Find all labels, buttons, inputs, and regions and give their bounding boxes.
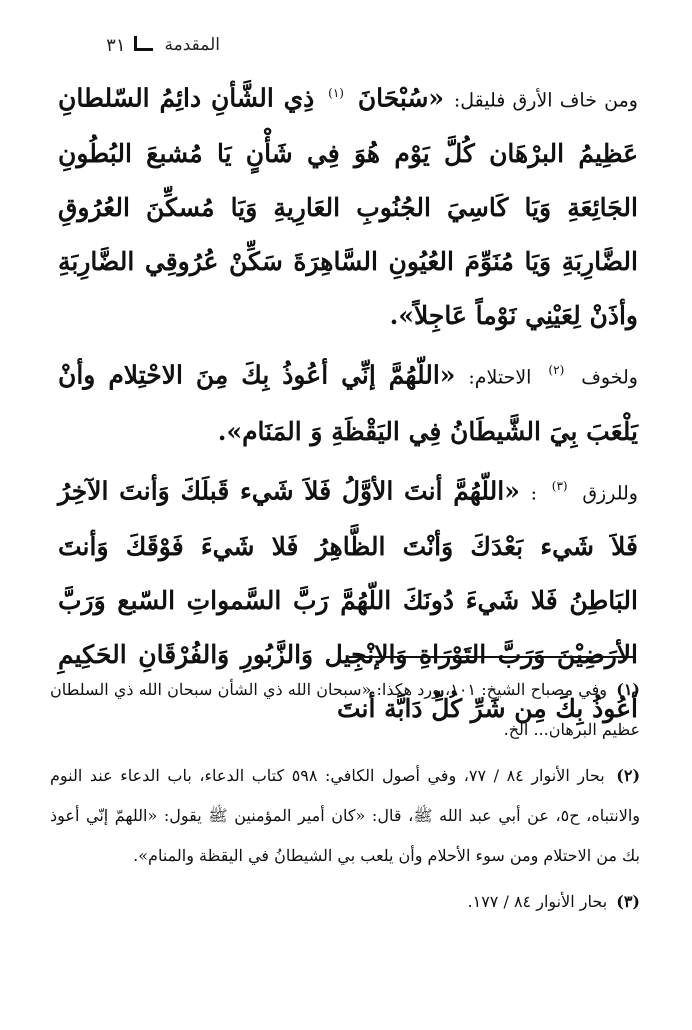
footnote-number: (٣) xyxy=(616,892,640,911)
footnote-3 xyxy=(50,882,640,922)
footnote-ref-3: (٣) xyxy=(551,478,568,493)
main-text xyxy=(58,66,638,736)
footnote-ref-1: (١) xyxy=(328,86,344,100)
footnote-1 xyxy=(50,670,640,750)
footnote-separator xyxy=(349,656,634,658)
paragraph-nocturnal xyxy=(58,343,638,458)
footnote-text: بحار الأنوار ٨٤ / ١٧٧. xyxy=(467,892,608,911)
footnote-2 xyxy=(50,756,640,876)
paragraph-insomnia xyxy=(58,66,638,343)
footnote-number: (١) xyxy=(616,680,640,699)
prayer-text: «اللّهُمَّ أنتَ الأوَّلُ فَلاَ شَيء قَبلَكَ وَأنتَ الآخِرُ فَلاَ شَيء بَعْدَكَ وَأنْتَ الظَّاهِرُ فَلا شَيءَ فَوْقَكَ وَأنتَ البَاطِنُ فَلا شَيءَ دُونَكَ اللّهُمَّ رَبَّ السَّمواتِ السّبع وَرَبَّ الأرَضِيْنَ وَرَبَّ التَوْرَاةِ وَالإنْجِيل وَالزَّبُورِ وَالفُرْقَانِ الحَكِيمِ أعُوذُ بِكَ مِن شَرِّ كُلِّ دَابَّة أنتَ xyxy=(58,475,638,723)
footnote-text: بحار الأنوار ٨٤ / ٧٧، وفي أصول الكافي: ٥٩٨ كتاب الدعاء، باب الدعاء عند النوم والانتباه، ح٥، عن أبي عبد الله ﷺ، قال: «كان أمير المؤمنين ﷺ يقول: «اللهمّ إنّي أعوذ بك من الاحتلام ومن سوء الأحلام وأن يلعب بي الشيطانُ في اليقظة والمنام». xyxy=(50,766,640,865)
footnotes xyxy=(50,670,640,928)
footnote-text: وفي مصباح الشيخ: ١٠١، ورد هكذا: «سبحان الله ذي الشأن سبحان الله ذي السلطان عظيم البرهان... الخ. xyxy=(50,680,640,739)
prayer-text: ذِي الشَّأنِ دائِمُ السّلطانِ عَظِيمُ البرْهَان كُلَّ يَوْم هُوَ فِي شَأْنٍ يَا مُشبعَ البُطُونِ الجَائِعَةِ وَيَا كَاسِيَ الجُنُوبِ العَارِيةِ وَيَا مُسكِّنَ العُرُوقِ الضَّارِبَةِ وَيَا مُنَوِّمَ العُيُونِ السَّاهِرَةَ سَكِّنْ عُرُوقِي الضَّارِبَةِ وأذَنْ لِعَيْنِي نَوْماً عَاجِلاً». xyxy=(58,83,638,331)
running-header xyxy=(50,30,220,60)
footnote-ref-2: (٢) xyxy=(548,363,565,378)
prayer-text: «اللّهُمَّ إنِّي أعُوذُ بِكَ مِنَ الاحْتِلام وأنْ يَلْعَبَ بِيَ الشَّيطَانُ فِي اليَقْظَةِ وَ المَنَام». xyxy=(58,360,638,446)
paragraph-lead-cont: : xyxy=(530,481,538,504)
header-bracket-ornament xyxy=(134,36,153,51)
page-number: ٣١ xyxy=(106,34,126,56)
paragraph-lead-cont: الاحتلام: xyxy=(468,366,532,389)
paragraph-lead: ومن خاف الأرق فليقل: xyxy=(453,89,638,112)
paragraph-lead: ولخوف xyxy=(581,366,638,389)
section-title: المقدمة xyxy=(164,35,220,55)
prayer-text-start: «سُبْحَانَ xyxy=(357,83,445,113)
footnote-number: (٢) xyxy=(616,766,641,785)
paragraph-lead: وللرزق xyxy=(582,481,638,504)
